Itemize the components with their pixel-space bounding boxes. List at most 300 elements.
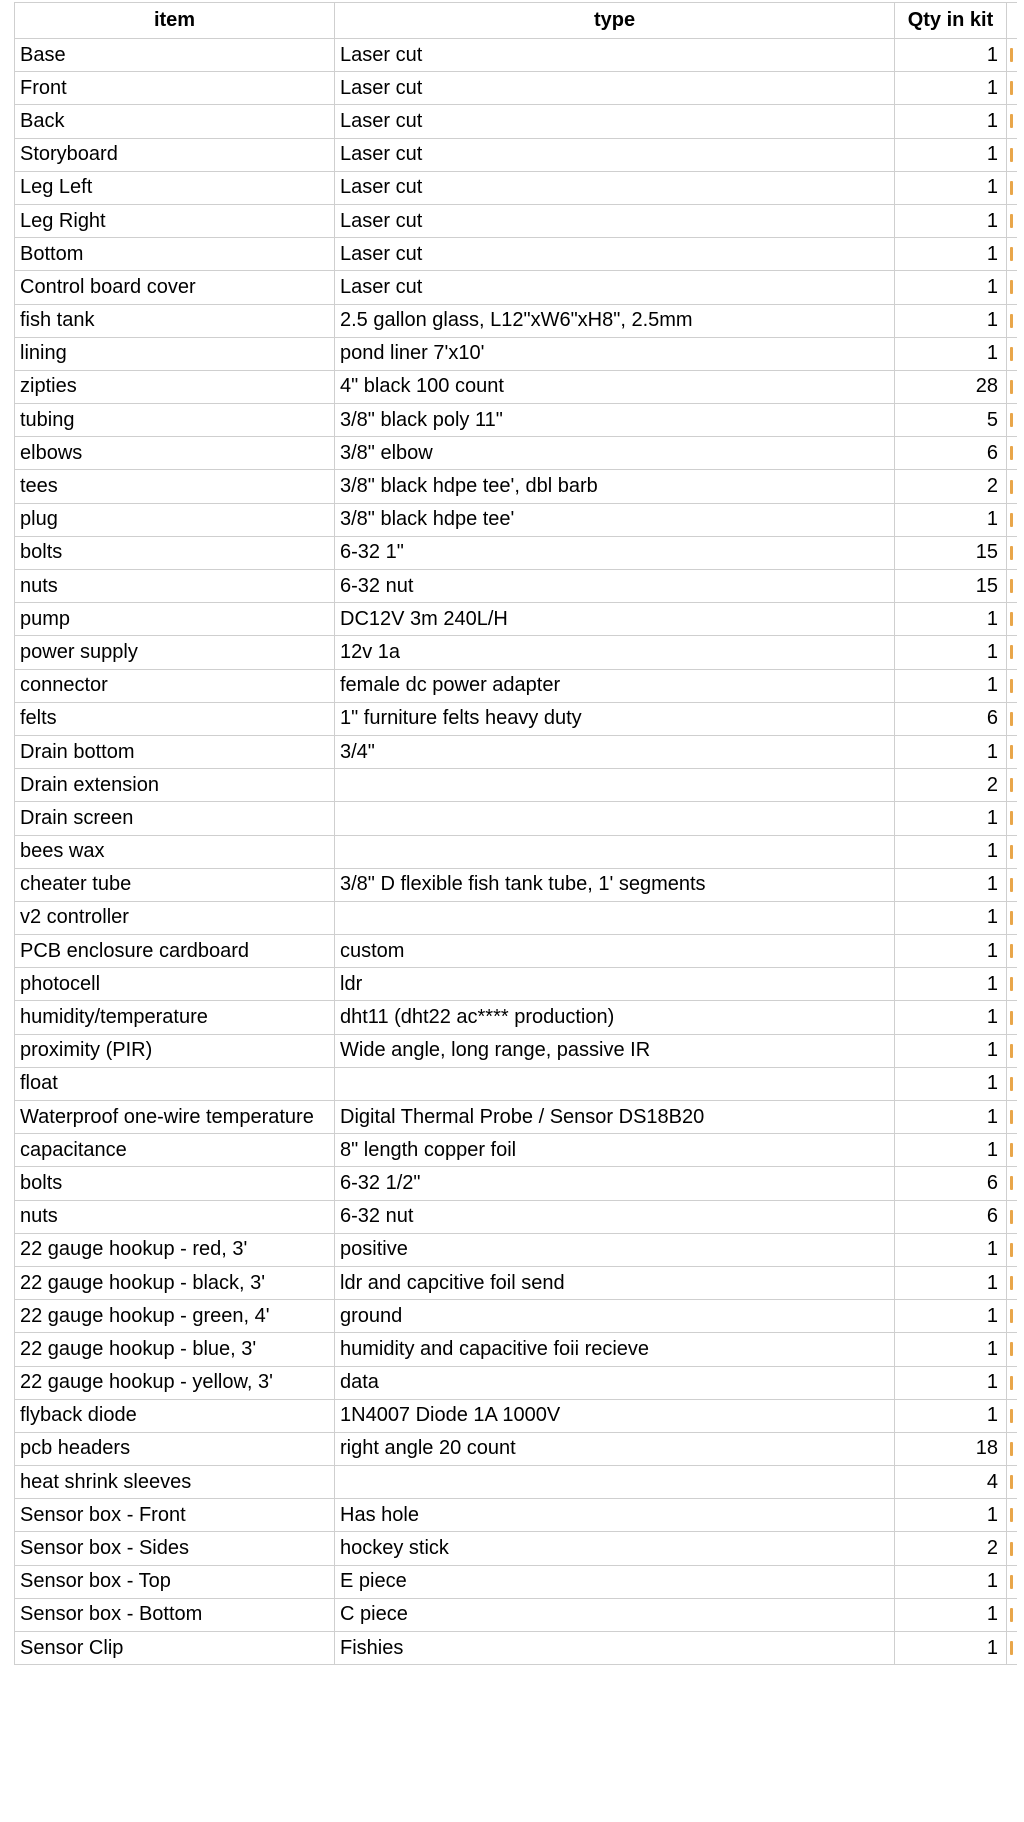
header-qty: Qty in kit: [895, 3, 1007, 39]
table-row: [15, 1233, 1017, 1266]
type-cell: dht11 (dht22 ac**** production): [335, 1001, 895, 1034]
clipped-column-cell: [1007, 735, 1017, 768]
clipped-column-cell: [1007, 1167, 1017, 1200]
item-cell: Sensor box - Sides: [15, 1532, 335, 1565]
item-cell: tubing: [15, 404, 335, 437]
table-row: [15, 39, 1017, 72]
table-row: [15, 470, 1017, 503]
item-cell: power supply: [15, 636, 335, 669]
table-row: [15, 1565, 1017, 1598]
table-row: [15, 1101, 1017, 1134]
qty-cell: 1: [895, 503, 1007, 536]
type-cell: 8" length copper foil: [335, 1134, 895, 1167]
qty-cell: 1: [895, 1598, 1007, 1631]
qty-cell: 1: [895, 868, 1007, 901]
type-cell: Laser cut: [335, 72, 895, 105]
item-cell: float: [15, 1067, 335, 1100]
item-cell: humidity/temperature: [15, 1001, 335, 1034]
type-cell: ldr: [335, 968, 895, 1001]
item-cell: Drain extension: [15, 769, 335, 802]
type-cell: E piece: [335, 1565, 895, 1598]
clipped-text-fragment: [1010, 114, 1013, 128]
qty-cell: 1: [895, 337, 1007, 370]
clipped-column-cell: [1007, 968, 1017, 1001]
item-cell: pump: [15, 603, 335, 636]
qty-cell: 28: [895, 370, 1007, 403]
type-cell: positive: [335, 1233, 895, 1266]
type-cell: 6-32 1": [335, 536, 895, 569]
table-row: [15, 603, 1017, 636]
item-cell: Leg Left: [15, 171, 335, 204]
clipped-column-cell: [1007, 603, 1017, 636]
table-row: [15, 935, 1017, 968]
type-cell: 6-32 1/2": [335, 1167, 895, 1200]
qty-cell: 1: [895, 1101, 1007, 1134]
type-cell: 3/8" black hdpe tee': [335, 503, 895, 536]
table-row: [15, 636, 1017, 669]
table-row: [15, 702, 1017, 735]
qty-cell: 1: [895, 39, 1007, 72]
clipped-text-fragment: [1010, 380, 1013, 394]
qty-cell: 18: [895, 1432, 1007, 1465]
clipped-column-cell: [1007, 370, 1017, 403]
clipped-text-fragment: [1010, 845, 1013, 859]
item-cell: Front: [15, 72, 335, 105]
clipped-column-cell: [1007, 1034, 1017, 1067]
type-cell: [335, 901, 895, 934]
clipped-column-cell: [1007, 536, 1017, 569]
clipped-column-cell: [1007, 702, 1017, 735]
qty-cell: 1: [895, 238, 1007, 271]
qty-cell: 6: [895, 437, 1007, 470]
table-row: [15, 901, 1017, 934]
type-cell: Laser cut: [335, 238, 895, 271]
clipped-text-fragment: [1010, 1508, 1013, 1522]
qty-cell: 1: [895, 304, 1007, 337]
type-cell: [335, 1466, 895, 1499]
clipped-text-fragment: [1010, 1243, 1013, 1257]
type-cell: ground: [335, 1300, 895, 1333]
table-row: [15, 1366, 1017, 1399]
qty-cell: 1: [895, 138, 1007, 171]
qty-cell: 6: [895, 702, 1007, 735]
clipped-text-fragment: [1010, 1309, 1013, 1323]
table-row: [15, 570, 1017, 603]
table-row: [15, 536, 1017, 569]
type-cell: Laser cut: [335, 105, 895, 138]
clipped-text-fragment: [1010, 1575, 1013, 1589]
qty-cell: 1: [895, 1565, 1007, 1598]
item-cell: 22 gauge hookup - blue, 3': [15, 1333, 335, 1366]
clipped-column-cell: [1007, 1134, 1017, 1167]
item-cell: Sensor Clip: [15, 1632, 335, 1665]
item-cell: nuts: [15, 1200, 335, 1233]
qty-cell: 4: [895, 1466, 1007, 1499]
table-body: [15, 39, 1017, 1665]
table-row: [15, 238, 1017, 271]
clipped-text-fragment: [1010, 413, 1013, 427]
qty-cell: 1: [895, 171, 1007, 204]
clipped-text-fragment: [1010, 546, 1013, 560]
clipped-text-fragment: [1010, 1011, 1013, 1025]
clipped-column-cell: [1007, 1466, 1017, 1499]
clipped-text-fragment: [1010, 1276, 1013, 1290]
clipped-text-fragment: [1010, 1077, 1013, 1091]
clipped-text-fragment: [1010, 878, 1013, 892]
qty-cell: 15: [895, 570, 1007, 603]
clipped-column-cell: [1007, 1001, 1017, 1034]
qty-cell: 1: [895, 968, 1007, 1001]
type-cell: 6-32 nut: [335, 1200, 895, 1233]
table-row: [15, 669, 1017, 702]
clipped-column-cell: [1007, 304, 1017, 337]
item-cell: 22 gauge hookup - black, 3': [15, 1266, 335, 1299]
item-cell: Leg Right: [15, 204, 335, 237]
header-type: type: [335, 3, 895, 39]
item-cell: fish tank: [15, 304, 335, 337]
qty-cell: 1: [895, 1333, 1007, 1366]
type-cell: 3/8" elbow: [335, 437, 895, 470]
qty-cell: 2: [895, 1532, 1007, 1565]
qty-cell: 1: [895, 1366, 1007, 1399]
type-cell: 3/8" D flexible fish tank tube, 1' segments: [335, 868, 895, 901]
table-row: [15, 968, 1017, 1001]
type-cell: right angle 20 count: [335, 1432, 895, 1465]
qty-cell: 2: [895, 470, 1007, 503]
type-cell: C piece: [335, 1598, 895, 1631]
qty-cell: 1: [895, 1399, 1007, 1432]
clipped-column-cell: [1007, 1067, 1017, 1100]
clipped-text-fragment: [1010, 612, 1013, 626]
type-cell: data: [335, 1366, 895, 1399]
table-row: [15, 1432, 1017, 1465]
table-row: [15, 72, 1017, 105]
table-row: [15, 1499, 1017, 1532]
clipped-text-fragment: [1010, 1044, 1013, 1058]
qty-cell: 1: [895, 603, 1007, 636]
table-row: [15, 1300, 1017, 1333]
clipped-text-fragment: [1010, 1409, 1013, 1423]
qty-cell: 1: [895, 1300, 1007, 1333]
qty-cell: 1: [895, 735, 1007, 768]
clipped-text-fragment: [1010, 314, 1013, 328]
clipped-column-cell: [1007, 72, 1017, 105]
header-row: [15, 3, 1017, 39]
type-cell: hockey stick: [335, 1532, 895, 1565]
table-row: [15, 1034, 1017, 1067]
type-cell: female dc power adapter: [335, 669, 895, 702]
qty-cell: 1: [895, 636, 1007, 669]
qty-cell: 1: [895, 802, 1007, 835]
qty-cell: 15: [895, 536, 1007, 569]
clipped-text-fragment: [1010, 977, 1013, 991]
qty-cell: 6: [895, 1200, 1007, 1233]
type-cell: 3/8" black poly 11": [335, 404, 895, 437]
item-cell: plug: [15, 503, 335, 536]
type-cell: Digital Thermal Probe / Sensor DS18B20: [335, 1101, 895, 1134]
qty-cell: 1: [895, 1233, 1007, 1266]
table-row: [15, 835, 1017, 868]
clipped-column-cell: [1007, 1532, 1017, 1565]
qty-cell: 1: [895, 271, 1007, 304]
table-row: [15, 1266, 1017, 1299]
qty-cell: 1: [895, 1001, 1007, 1034]
clipped-column-cell: [1007, 337, 1017, 370]
clipped-column-cell: [1007, 271, 1017, 304]
qty-cell: 1: [895, 1499, 1007, 1532]
clipped-column-cell: [1007, 835, 1017, 868]
type-cell: 4" black 100 count: [335, 370, 895, 403]
type-cell: 1N4007 Diode 1A 1000V: [335, 1399, 895, 1432]
clipped-column-cell: [1007, 503, 1017, 536]
type-cell: ldr and capcitive foil send: [335, 1266, 895, 1299]
clipped-text-fragment: [1010, 911, 1013, 925]
header-clipped-column: [1007, 3, 1017, 39]
clipped-column-cell: [1007, 1233, 1017, 1266]
clipped-text-fragment: [1010, 480, 1013, 494]
item-cell: Control board cover: [15, 271, 335, 304]
item-cell: cheater tube: [15, 868, 335, 901]
clipped-column-cell: [1007, 1266, 1017, 1299]
clipped-text-fragment: [1010, 1210, 1013, 1224]
table-row: [15, 437, 1017, 470]
qty-cell: 1: [895, 1632, 1007, 1665]
qty-cell: 1: [895, 105, 1007, 138]
qty-cell: 1: [895, 204, 1007, 237]
type-cell: Laser cut: [335, 171, 895, 204]
item-cell: bees wax: [15, 835, 335, 868]
item-cell: 22 gauge hookup - red, 3': [15, 1233, 335, 1266]
clipped-text-fragment: [1010, 1641, 1013, 1655]
qty-cell: 6: [895, 1167, 1007, 1200]
table-row: [15, 304, 1017, 337]
clipped-text-fragment: [1010, 712, 1013, 726]
clipped-column-cell: [1007, 1200, 1017, 1233]
item-cell: nuts: [15, 570, 335, 603]
clipped-column-cell: [1007, 138, 1017, 171]
item-cell: capacitance: [15, 1134, 335, 1167]
type-cell: Laser cut: [335, 39, 895, 72]
clipped-text-fragment: [1010, 1475, 1013, 1489]
clipped-column-cell: [1007, 39, 1017, 72]
clipped-column-cell: [1007, 1499, 1017, 1532]
clipped-column-cell: [1007, 470, 1017, 503]
type-cell: [335, 835, 895, 868]
table-row: [15, 1001, 1017, 1034]
clipped-text-fragment: [1010, 745, 1013, 759]
item-cell: 22 gauge hookup - green, 4': [15, 1300, 335, 1333]
table-row: [15, 404, 1017, 437]
item-cell: Sensor box - Front: [15, 1499, 335, 1532]
table-row: [15, 1167, 1017, 1200]
qty-cell: 1: [895, 669, 1007, 702]
table-row: [15, 171, 1017, 204]
qty-cell: 2: [895, 769, 1007, 802]
clipped-text-fragment: [1010, 1110, 1013, 1124]
type-cell: custom: [335, 935, 895, 968]
clipped-column-cell: [1007, 204, 1017, 237]
clipped-column-cell: [1007, 802, 1017, 835]
type-cell: Laser cut: [335, 204, 895, 237]
table-row: [15, 105, 1017, 138]
type-cell: pond liner 7'x10': [335, 337, 895, 370]
header-item: item: [15, 3, 335, 39]
type-cell: 1" furniture felts heavy duty: [335, 702, 895, 735]
table-row: [15, 1399, 1017, 1432]
item-cell: elbows: [15, 437, 335, 470]
item-cell: Waterproof one-wire temperature: [15, 1101, 335, 1134]
table-row: [15, 503, 1017, 536]
clipped-text-fragment: [1010, 347, 1013, 361]
table-row: [15, 1598, 1017, 1631]
type-cell: Fishies: [335, 1632, 895, 1665]
clipped-column-cell: [1007, 1333, 1017, 1366]
clipped-column-cell: [1007, 171, 1017, 204]
table-row: [15, 204, 1017, 237]
item-cell: lining: [15, 337, 335, 370]
type-cell: 2.5 gallon glass, L12"xW6"xH8", 2.5mm: [335, 304, 895, 337]
qty-cell: 1: [895, 901, 1007, 934]
clipped-column-cell: [1007, 437, 1017, 470]
clipped-text-fragment: [1010, 446, 1013, 460]
qty-cell: 5: [895, 404, 1007, 437]
item-cell: Back: [15, 105, 335, 138]
type-cell: humidity and capacitive foii recieve: [335, 1333, 895, 1366]
clipped-column-cell: [1007, 1598, 1017, 1631]
qty-cell: 1: [895, 72, 1007, 105]
table-row: [15, 271, 1017, 304]
qty-cell: 1: [895, 1134, 1007, 1167]
clipped-column-cell: [1007, 1632, 1017, 1665]
clipped-column-cell: [1007, 1300, 1017, 1333]
type-cell: Laser cut: [335, 271, 895, 304]
clipped-column-cell: [1007, 1366, 1017, 1399]
item-cell: tees: [15, 470, 335, 503]
item-cell: felts: [15, 702, 335, 735]
item-cell: 22 gauge hookup - yellow, 3': [15, 1366, 335, 1399]
table-row: [15, 370, 1017, 403]
clipped-text-fragment: [1010, 811, 1013, 825]
item-cell: Sensor box - Top: [15, 1565, 335, 1598]
item-cell: Drain bottom: [15, 735, 335, 768]
type-cell: 12v 1a: [335, 636, 895, 669]
clipped-text-fragment: [1010, 1176, 1013, 1190]
clipped-column-cell: [1007, 1101, 1017, 1134]
type-cell: [335, 1067, 895, 1100]
table-row: [15, 769, 1017, 802]
clipped-column-cell: [1007, 1565, 1017, 1598]
kit-parts-table: [14, 2, 1017, 1665]
table-row: [15, 337, 1017, 370]
clipped-text-fragment: [1010, 280, 1013, 294]
type-cell: [335, 802, 895, 835]
clipped-column-cell: [1007, 105, 1017, 138]
clipped-text-fragment: [1010, 1143, 1013, 1157]
table-row: [15, 1200, 1017, 1233]
type-cell: 3/8" black hdpe tee', dbl barb: [335, 470, 895, 503]
type-cell: 3/4": [335, 735, 895, 768]
table-row: [15, 802, 1017, 835]
clipped-column-cell: [1007, 935, 1017, 968]
item-cell: photocell: [15, 968, 335, 1001]
qty-cell: 1: [895, 835, 1007, 868]
qty-cell: 1: [895, 935, 1007, 968]
table-row: [15, 868, 1017, 901]
qty-cell: 1: [895, 1034, 1007, 1067]
clipped-text-fragment: [1010, 1442, 1013, 1456]
item-cell: connector: [15, 669, 335, 702]
table-row: [15, 1134, 1017, 1167]
type-cell: Laser cut: [335, 138, 895, 171]
clipped-text-fragment: [1010, 944, 1013, 958]
item-cell: zipties: [15, 370, 335, 403]
item-cell: v2 controller: [15, 901, 335, 934]
clipped-column-cell: [1007, 1399, 1017, 1432]
item-cell: Base: [15, 39, 335, 72]
clipped-column-cell: [1007, 636, 1017, 669]
type-cell: 6-32 nut: [335, 570, 895, 603]
clipped-text-fragment: [1010, 214, 1013, 228]
table-row: [15, 1532, 1017, 1565]
clipped-text-fragment: [1010, 181, 1013, 195]
qty-cell: 1: [895, 1266, 1007, 1299]
item-cell: pcb headers: [15, 1432, 335, 1465]
clipped-text-fragment: [1010, 81, 1013, 95]
clipped-text-fragment: [1010, 679, 1013, 693]
clipped-text-fragment: [1010, 1342, 1013, 1356]
item-cell: bolts: [15, 1167, 335, 1200]
clipped-column-cell: [1007, 669, 1017, 702]
item-cell: heat shrink sleeves: [15, 1466, 335, 1499]
clipped-text-fragment: [1010, 247, 1013, 261]
item-cell: bolts: [15, 536, 335, 569]
clipped-column-cell: [1007, 1432, 1017, 1465]
clipped-text-fragment: [1010, 778, 1013, 792]
table-row: [15, 1632, 1017, 1665]
kit-parts-table-wrapper: [14, 2, 1024, 1665]
item-cell: PCB enclosure cardboard: [15, 935, 335, 968]
clipped-column-cell: [1007, 901, 1017, 934]
item-cell: Sensor box - Bottom: [15, 1598, 335, 1631]
item-cell: Drain screen: [15, 802, 335, 835]
clipped-text-fragment: [1010, 1542, 1013, 1556]
item-cell: Bottom: [15, 238, 335, 271]
type-cell: DC12V 3m 240L/H: [335, 603, 895, 636]
table-row: [15, 1333, 1017, 1366]
table-row: [15, 1466, 1017, 1499]
item-cell: flyback diode: [15, 1399, 335, 1432]
clipped-text-fragment: [1010, 1608, 1013, 1622]
clipped-column-cell: [1007, 769, 1017, 802]
clipped-column-cell: [1007, 868, 1017, 901]
item-cell: Storyboard: [15, 138, 335, 171]
clipped-text-fragment: [1010, 48, 1013, 62]
item-cell: proximity (PIR): [15, 1034, 335, 1067]
table-row: [15, 735, 1017, 768]
clipped-column-cell: [1007, 238, 1017, 271]
table-row: [15, 1067, 1017, 1100]
clipped-column-cell: [1007, 570, 1017, 603]
clipped-text-fragment: [1010, 645, 1013, 659]
type-cell: [335, 769, 895, 802]
clipped-text-fragment: [1010, 1376, 1013, 1390]
qty-cell: 1: [895, 1067, 1007, 1100]
table-row: [15, 138, 1017, 171]
clipped-column-cell: [1007, 404, 1017, 437]
type-cell: Wide angle, long range, passive IR: [335, 1034, 895, 1067]
clipped-text-fragment: [1010, 579, 1013, 593]
type-cell: Has hole: [335, 1499, 895, 1532]
